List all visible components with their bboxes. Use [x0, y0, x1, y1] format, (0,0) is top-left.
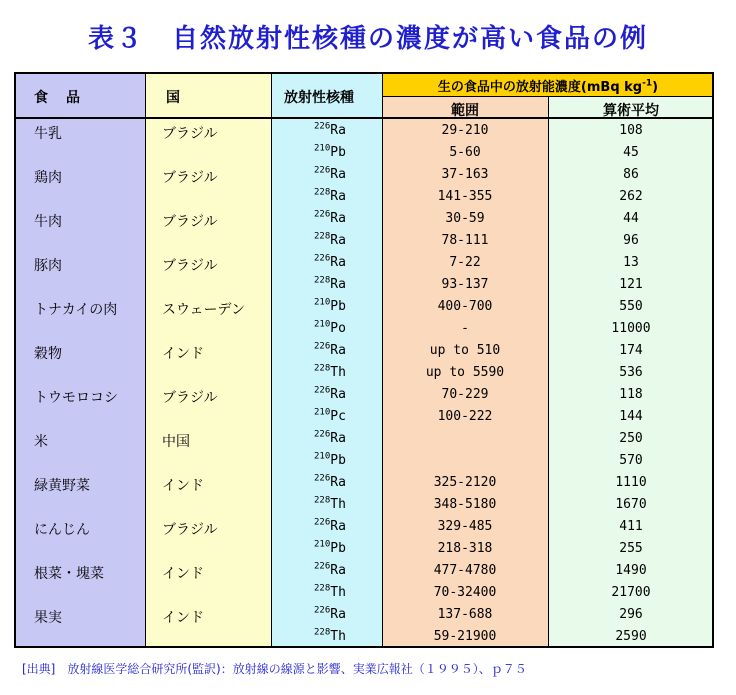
- food-cell: 根菜・塊菜: [34, 566, 104, 582]
- mass-number: 210: [314, 319, 331, 330]
- mean-cell: 2590: [615, 629, 647, 644]
- food-cell: 牛乳: [34, 126, 62, 142]
- mass-number: 228: [314, 583, 331, 594]
- mean-cell: 13: [623, 255, 639, 270]
- range-cell: 30-59: [445, 211, 485, 226]
- element-symbol: Th: [330, 629, 346, 644]
- nuclide-cell: [314, 365, 346, 380]
- mean-cell: 255: [619, 541, 643, 556]
- range-cell: 70-229: [441, 387, 489, 402]
- country-cell: ブラジル: [162, 126, 218, 142]
- mass-number: 210: [314, 539, 331, 550]
- range-cell: 329-485: [437, 519, 493, 534]
- table-row: [14, 187, 714, 209]
- table-row: [14, 429, 714, 451]
- element-symbol: Ra: [330, 167, 346, 182]
- table-row: [14, 319, 714, 341]
- header-concentration-close: ): [652, 80, 659, 95]
- food-cell: 緑黄野菜: [34, 478, 90, 494]
- food-cell: 豚肉: [34, 258, 62, 274]
- mass-number: 210: [314, 407, 331, 418]
- country-cell: インド: [162, 610, 204, 626]
- element-symbol: Po: [330, 321, 346, 336]
- nuclide-cell: [314, 189, 346, 204]
- mass-number: 228: [314, 495, 331, 506]
- mass-number: 228: [314, 187, 331, 198]
- nuclide-cell: [314, 299, 346, 314]
- table-row: [14, 231, 714, 253]
- table-row: [14, 583, 714, 605]
- mass-number: 226: [314, 605, 331, 616]
- table-row: [14, 407, 714, 429]
- range-cell: 37-163: [441, 167, 489, 182]
- table-row: [14, 627, 714, 649]
- mean-cell: 86: [623, 167, 639, 182]
- element-symbol: Ra: [330, 475, 346, 490]
- nuclide-cell: [314, 585, 346, 600]
- mean-cell: 1110: [615, 475, 647, 490]
- mean-cell: 21700: [611, 585, 651, 600]
- mass-number: 228: [314, 275, 331, 286]
- mass-number: 226: [314, 385, 331, 396]
- nuclide-cell: [314, 453, 346, 468]
- mass-number: 226: [314, 121, 331, 132]
- nuclide-cell: [314, 343, 346, 358]
- element-symbol: Ra: [330, 519, 346, 534]
- nuclide-cell: [314, 211, 346, 226]
- mass-number: 226: [314, 253, 331, 264]
- header-concentration: [382, 76, 714, 95]
- mass-number: 226: [314, 341, 331, 352]
- table-row: [14, 363, 714, 385]
- table-row: [14, 253, 714, 275]
- table-row: [14, 495, 714, 517]
- nuclide-cell: [314, 255, 346, 270]
- table-row: [14, 473, 714, 495]
- table-row: [14, 275, 714, 297]
- element-symbol: Ra: [330, 277, 346, 292]
- element-symbol: Ra: [330, 123, 346, 138]
- nuclide-cell: [314, 629, 346, 644]
- food-radioactivity-table: [14, 72, 714, 648]
- mass-number: 210: [314, 297, 331, 308]
- food-cell: 穀物: [34, 346, 62, 362]
- element-symbol: Pb: [330, 453, 346, 468]
- element-symbol: Ra: [330, 255, 346, 270]
- country-cell: インド: [162, 478, 204, 494]
- mass-number: 228: [314, 363, 331, 374]
- range-cell: 78-111: [441, 233, 489, 248]
- range-cell: 348-5180: [433, 497, 497, 512]
- header-nuclide: 放射性核種: [284, 90, 354, 106]
- range-cell: 141-355: [437, 189, 493, 204]
- mean-cell: 250: [619, 431, 643, 446]
- header-concentration-exp: -1: [642, 78, 653, 89]
- mean-cell: 296: [619, 607, 643, 622]
- mass-number: 226: [314, 209, 331, 220]
- mean-cell: 536: [619, 365, 643, 380]
- nuclide-cell: [314, 497, 346, 512]
- table-row: [14, 209, 714, 231]
- nuclide-cell: [314, 541, 346, 556]
- header-mean: 算術平均: [603, 103, 659, 119]
- element-symbol: Ra: [330, 343, 346, 358]
- header-country: 国: [166, 90, 180, 106]
- range-cell: 7-22: [449, 255, 481, 270]
- country-cell: ブラジル: [162, 258, 218, 274]
- element-symbol: Ra: [330, 189, 346, 204]
- element-symbol: Th: [330, 585, 346, 600]
- element-symbol: Th: [330, 365, 346, 380]
- nuclide-cell: [314, 145, 346, 160]
- range-cell: 400-700: [437, 299, 493, 314]
- country-cell: ブラジル: [162, 170, 218, 186]
- element-symbol: Pc: [330, 409, 346, 424]
- table-row: [14, 517, 714, 539]
- country-cell: ブラジル: [162, 390, 218, 406]
- page-title: 表３ 自然放射性核種の濃度が高い食品の例: [87, 24, 648, 54]
- mean-cell: 118: [619, 387, 643, 402]
- element-symbol: Ra: [330, 233, 346, 248]
- food-cell: にんじん: [34, 522, 90, 538]
- table-row: [14, 297, 714, 319]
- country-cell: ブラジル: [162, 214, 218, 230]
- nuclide-cell: [314, 431, 346, 446]
- food-cell: トウモロコシ: [34, 390, 118, 406]
- nuclide-cell: [314, 233, 346, 248]
- mass-number: 226: [314, 517, 331, 528]
- mean-cell: 45: [623, 145, 639, 160]
- mean-cell: 1670: [615, 497, 647, 512]
- element-symbol: Ra: [330, 563, 346, 578]
- mass-number: 210: [314, 451, 331, 462]
- range-cell: 59-21900: [433, 629, 497, 644]
- nuclide-cell: [314, 123, 346, 138]
- mean-cell: 11000: [611, 321, 651, 336]
- country-cell: インド: [162, 566, 204, 582]
- country-cell: 中国: [162, 434, 190, 450]
- range-cell: 477-4780: [433, 563, 497, 578]
- element-symbol: Pb: [330, 299, 346, 314]
- header-food: 食 品: [34, 90, 82, 106]
- mean-cell: 570: [619, 453, 643, 468]
- table-border-top: [14, 72, 714, 74]
- food-cell: 牛肉: [34, 214, 62, 230]
- range-cell: 29-210: [441, 123, 489, 138]
- nuclide-cell: [314, 277, 346, 292]
- mass-number: 210: [314, 143, 331, 154]
- table-row: [14, 451, 714, 473]
- element-symbol: Ra: [330, 387, 346, 402]
- mass-number: 226: [314, 473, 331, 484]
- mean-cell: 108: [619, 123, 643, 138]
- mass-number: 226: [314, 165, 331, 176]
- mean-cell: 1490: [615, 563, 647, 578]
- nuclide-cell: [314, 519, 346, 534]
- range-cell: 218-318: [437, 541, 493, 556]
- mean-cell: 411: [619, 519, 643, 534]
- nuclide-cell: [314, 475, 346, 490]
- element-symbol: Pb: [330, 145, 346, 160]
- range-cell: up to 5590: [425, 365, 505, 380]
- mean-cell: 44: [623, 211, 639, 226]
- range-cell: -: [461, 321, 469, 336]
- food-cell: 果実: [34, 610, 62, 626]
- mean-cell: 174: [619, 343, 643, 358]
- range-cell: 137-688: [437, 607, 493, 622]
- mass-number: 226: [314, 429, 331, 440]
- nuclide-cell: [314, 409, 346, 424]
- country-cell: インド: [162, 346, 204, 362]
- country-cell: ブラジル: [162, 522, 218, 538]
- header-range: 範囲: [451, 103, 479, 119]
- mass-number: 228: [314, 231, 331, 242]
- country-cell: スウェーデン: [162, 302, 246, 318]
- table-row: [14, 143, 714, 165]
- range-cell: 100-222: [437, 409, 493, 424]
- range-cell: 70-32400: [433, 585, 497, 600]
- nuclide-cell: [314, 387, 346, 402]
- table-row: [14, 539, 714, 561]
- mean-cell: 144: [619, 409, 643, 424]
- header-concentration-text: 生の食品中の放射能濃度(mBq kg: [437, 80, 643, 95]
- mean-cell: 550: [619, 299, 643, 314]
- nuclide-cell: [314, 321, 346, 336]
- mass-number: 226: [314, 561, 331, 572]
- food-cell: トナカイの肉: [34, 302, 118, 318]
- table-row: [14, 605, 714, 627]
- mean-cell: 96: [623, 233, 639, 248]
- table-row: [14, 385, 714, 407]
- table-row: [14, 341, 714, 363]
- nuclide-cell: [314, 563, 346, 578]
- range-cell: 325-2120: [433, 475, 497, 490]
- element-symbol: Ra: [330, 607, 346, 622]
- table-row: [14, 121, 714, 143]
- element-symbol: Ra: [330, 211, 346, 226]
- element-symbol: Th: [330, 497, 346, 512]
- mean-cell: 262: [619, 189, 643, 204]
- mean-cell: 121: [619, 277, 643, 292]
- mass-number: 228: [314, 627, 331, 638]
- table-row: [14, 561, 714, 583]
- range-cell: 93-137: [441, 277, 489, 292]
- food-cell: 鶏肉: [34, 170, 62, 186]
- element-symbol: Pb: [330, 541, 346, 556]
- source-citation: [出典] 放射線医学総合研究所(監訳)：放射線の線源と影響、実業広報社（１９９５）、ｐ７５: [22, 662, 527, 676]
- element-symbol: Ra: [330, 431, 346, 446]
- range-cell: 5-60: [449, 145, 481, 160]
- food-cell: 米: [34, 434, 48, 450]
- nuclide-cell: [314, 607, 346, 622]
- nuclide-cell: [314, 167, 346, 182]
- range-cell: up to 510: [429, 343, 501, 358]
- table-row: [14, 165, 714, 187]
